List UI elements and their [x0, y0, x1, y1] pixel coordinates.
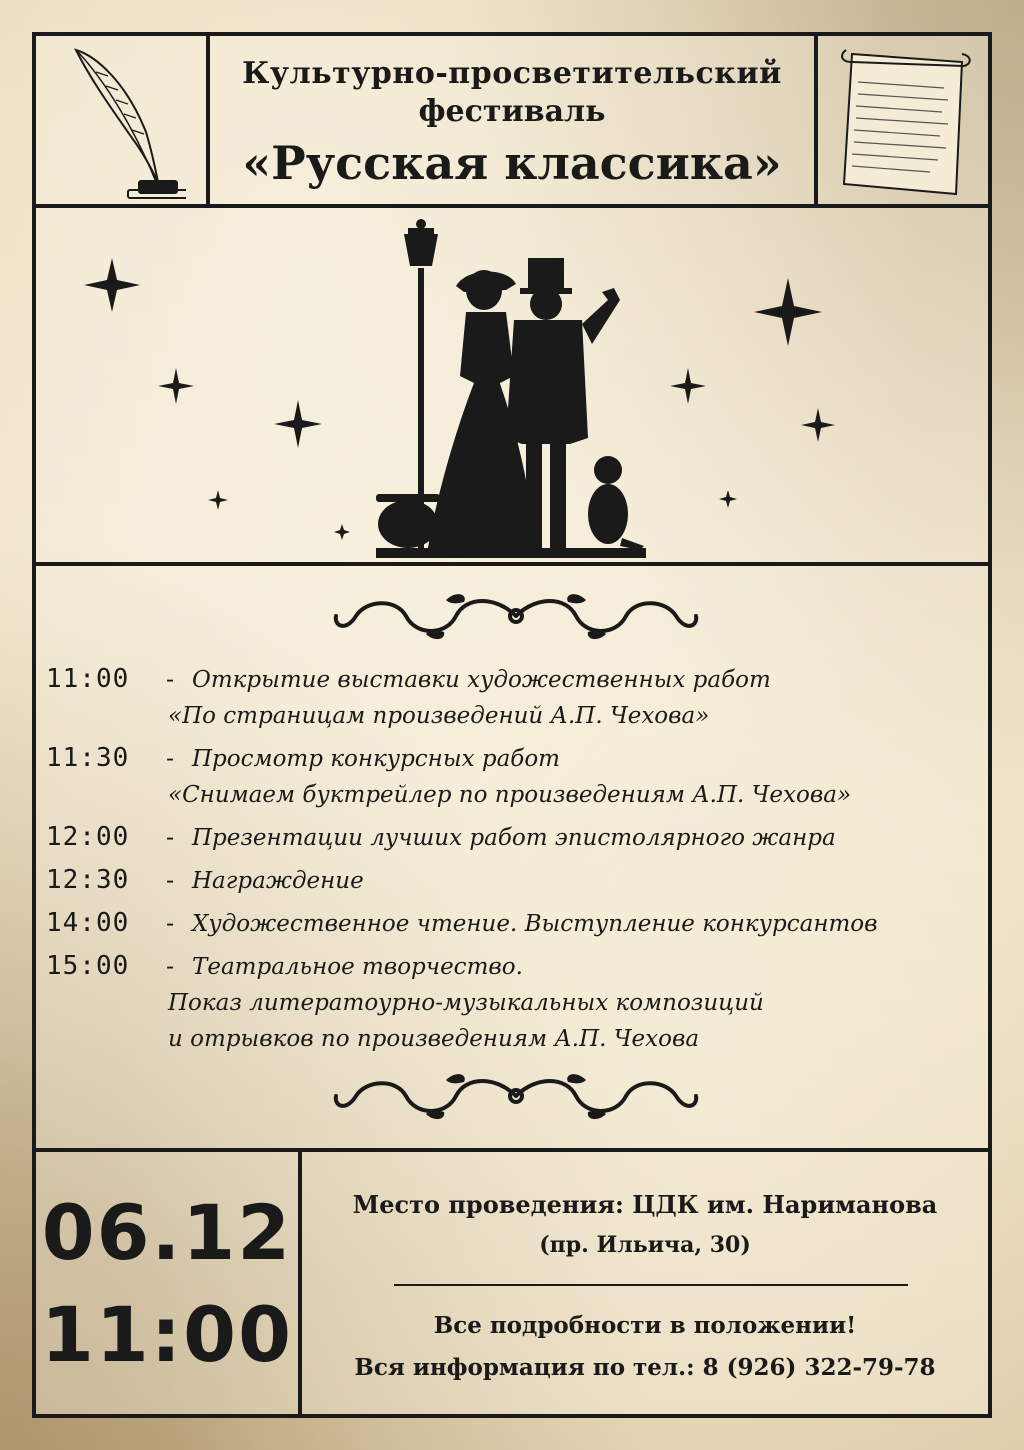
- schedule-time: 12:30: [46, 865, 130, 895]
- schedule-list: [46, 662, 986, 1064]
- schedule-item: [46, 863, 986, 899]
- schedule-item: [46, 949, 986, 1057]
- schedule-time: 11:30: [46, 743, 130, 773]
- details-text: Все подробности в положении!: [433, 1312, 857, 1339]
- schedule-dash: -: [166, 823, 175, 851]
- date-panel: [32, 1148, 302, 1418]
- schedule-dash: -: [166, 866, 175, 894]
- title-line-1: Культурно-просветительский: [242, 56, 782, 91]
- schedule-dash: -: [166, 909, 175, 937]
- ornament-top-icon: [326, 586, 706, 646]
- schedule-text: Награждение: [192, 868, 364, 894]
- couple-silhouette-illustration: [36, 208, 988, 562]
- scroll-letter-icon: [832, 44, 978, 200]
- schedule-text: Просмотр конкурсных работ: [192, 746, 560, 772]
- schedule-text: «По страницам произведений А.П. Чехова»: [168, 703, 710, 729]
- event-date: 06.12: [41, 1188, 293, 1277]
- schedule-time: 15:00: [46, 951, 130, 981]
- schedule-time: 14:00: [46, 908, 130, 938]
- title-festival-name: «Русская классика»: [242, 136, 782, 190]
- schedule-dash: -: [166, 665, 175, 693]
- divider: [394, 1284, 908, 1286]
- title-line-2: фестиваль: [418, 94, 606, 129]
- header-right-panel: [814, 32, 992, 208]
- header-title-panel: [206, 32, 818, 208]
- event-time: 11:00: [41, 1290, 293, 1379]
- header-left-panel: [32, 32, 210, 208]
- schedule-text: Показ литератоурно-музыкальных композиций: [168, 990, 764, 1016]
- scene-panel: [32, 204, 992, 566]
- schedule-time: 11:00: [46, 664, 130, 694]
- phone-text: Вся информация по тел.: 8 (926) 322-79-78: [354, 1354, 936, 1381]
- ornament-bottom-icon: [326, 1066, 706, 1126]
- info-panel: [298, 1148, 992, 1418]
- schedule-item: [46, 662, 986, 734]
- schedule-text: Презентации лучших работ эпистолярного жанра: [192, 825, 836, 851]
- schedule-dash: -: [166, 744, 175, 772]
- schedule-item: [46, 741, 986, 813]
- schedule-time: 12:00: [46, 822, 130, 852]
- schedule-text: Театральное творчество.: [192, 954, 523, 980]
- schedule-text: «Снимаем буктрейлер по произведениям А.П. Чехова»: [168, 782, 852, 808]
- venue-text: Место проведения: ЦДК им. Нариманова: [352, 1190, 938, 1219]
- schedule-text: Открытие выставки художественных работ: [192, 667, 771, 693]
- schedule-item: [46, 906, 986, 942]
- quill-inkwell-icon: [56, 42, 186, 202]
- program-panel: [32, 562, 992, 1152]
- schedule-text: и отрывков по произведениям А.П. Чехова: [168, 1026, 700, 1052]
- address-text: (пр. Ильича, 30): [539, 1232, 751, 1258]
- schedule-text: Художественное чтение. Выступление конкурсантов: [192, 911, 878, 937]
- schedule-dash: -: [166, 952, 175, 980]
- schedule-item: [46, 820, 986, 856]
